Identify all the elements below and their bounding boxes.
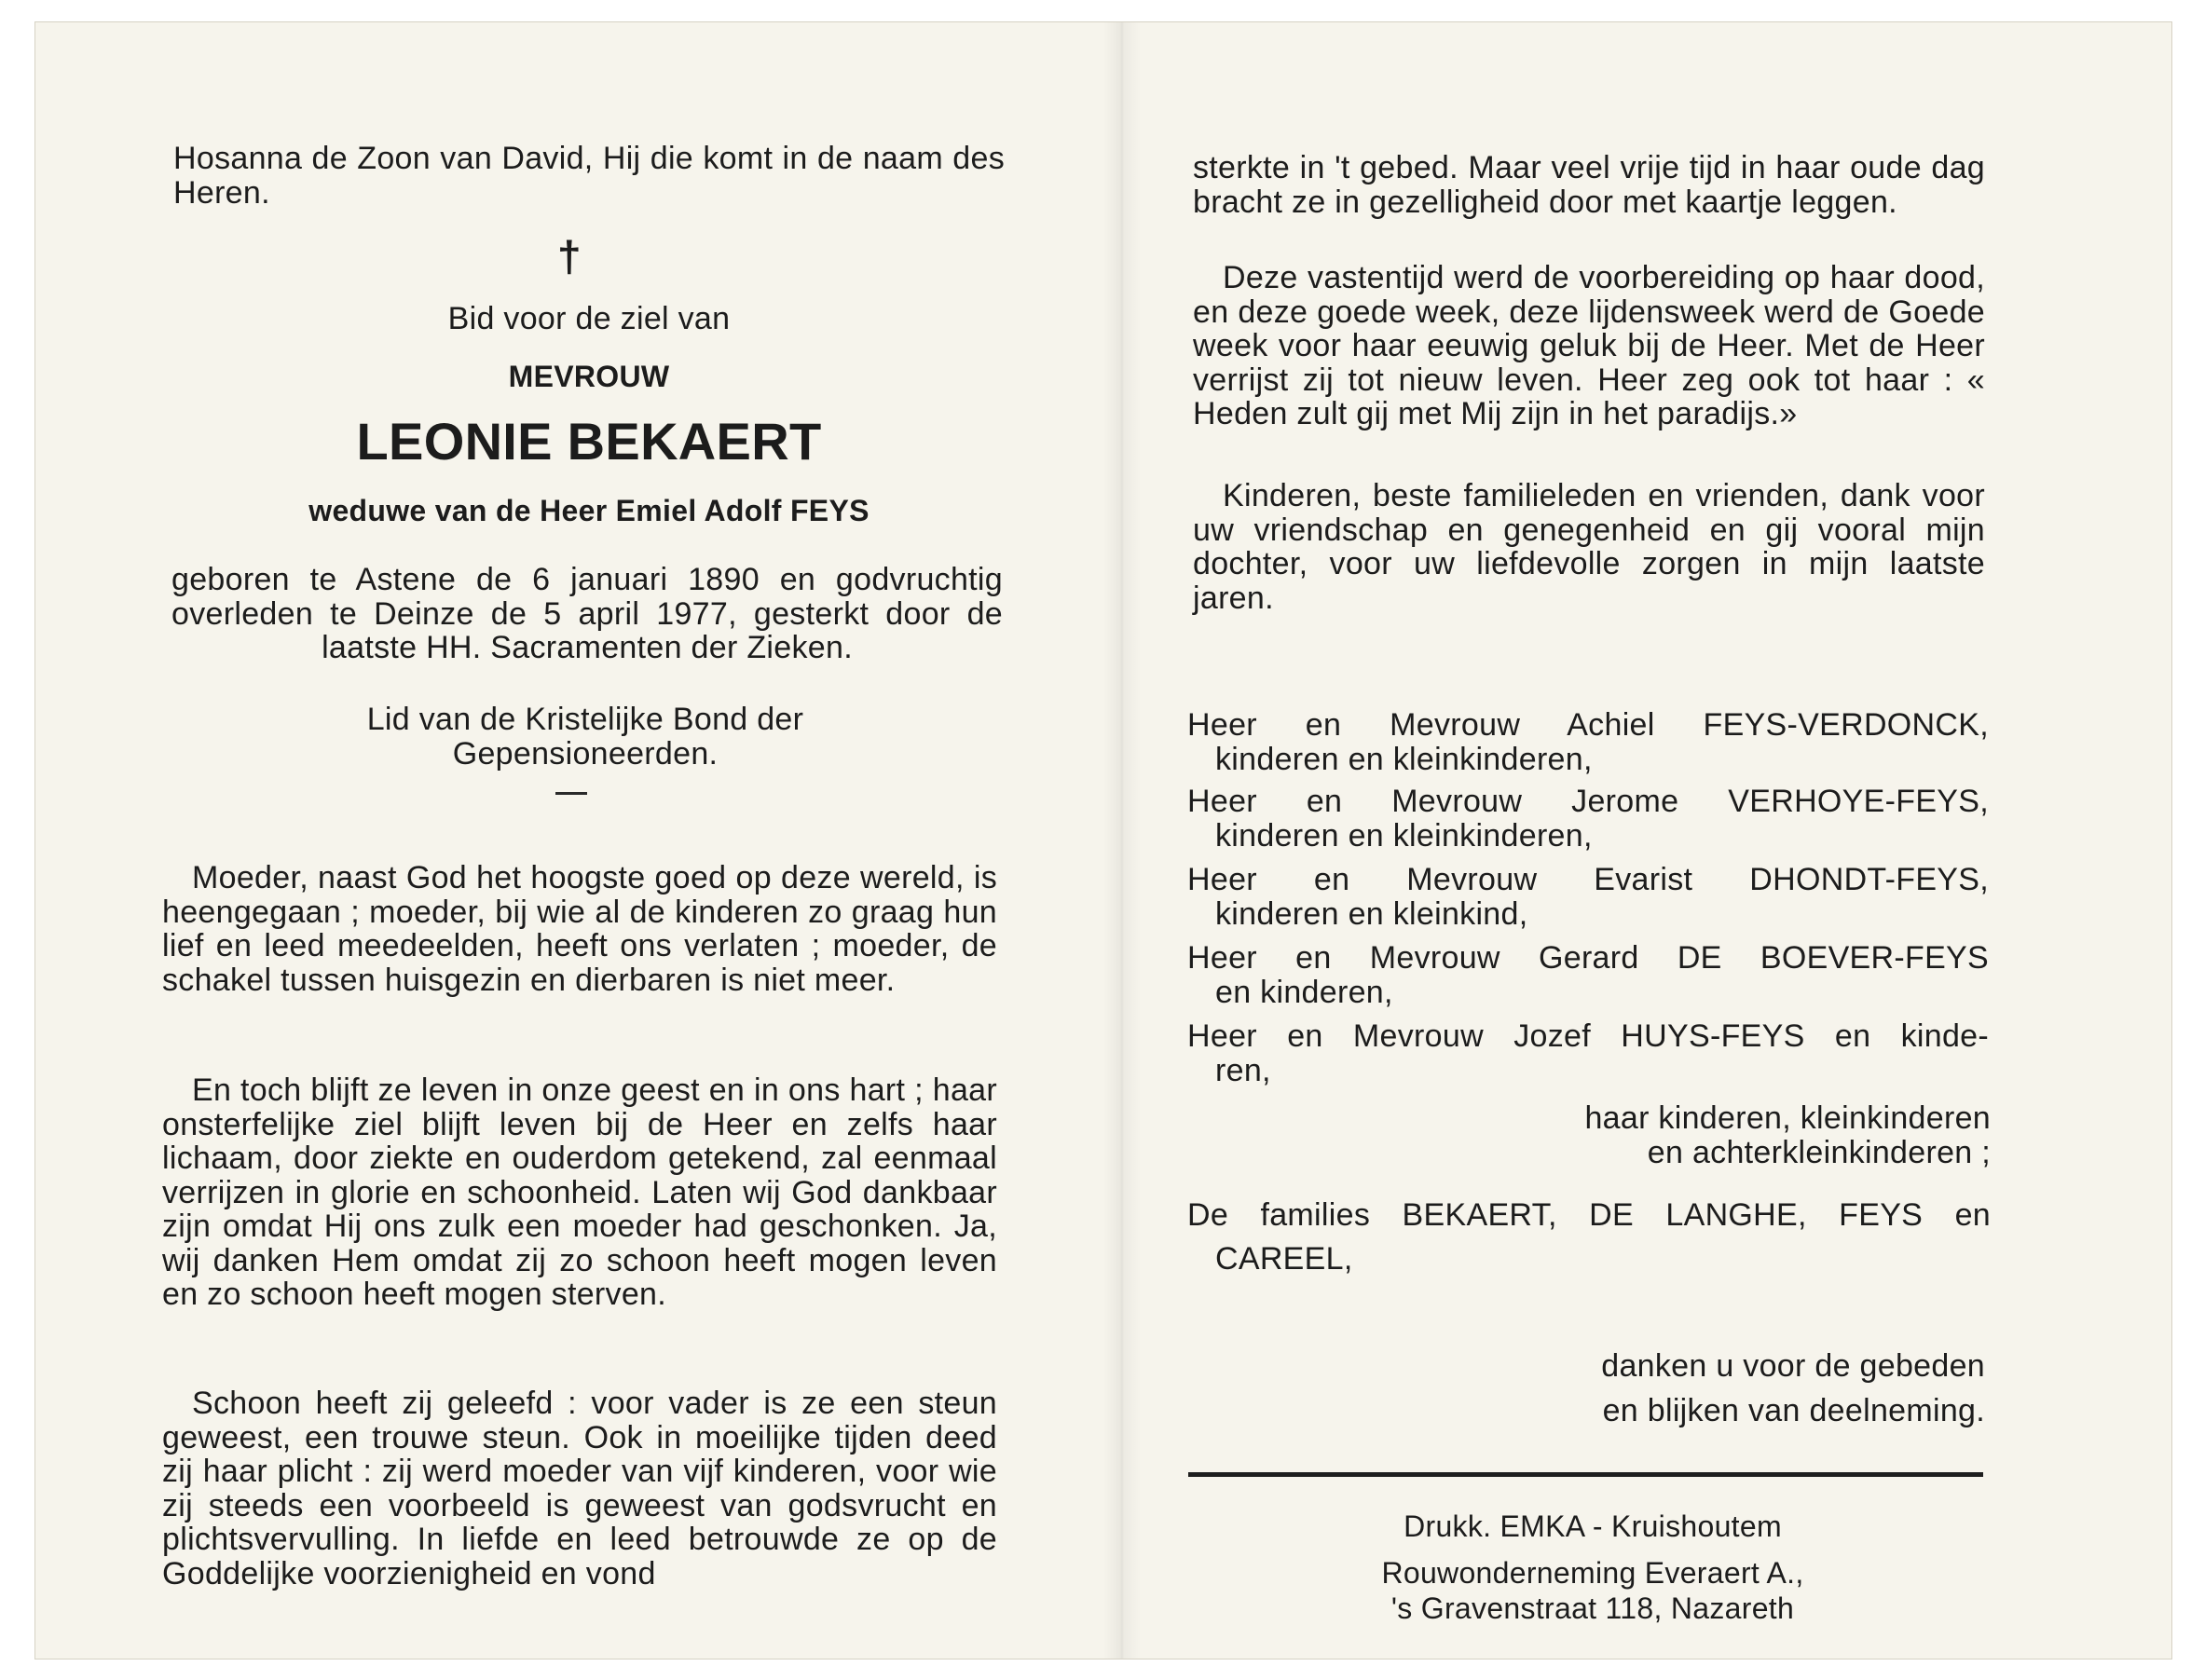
deceased-name: LEONIE BEKAERT xyxy=(356,412,822,471)
birth-death-details: geboren te Astene de 6 januari 1890 en godvruchtig overleden te Deinze de 5 april 1977, gesterkt door de laatste HH. Sacramenten der Zieken. xyxy=(171,562,1003,665)
widow-line: weduwe van de Heer Emiel Adolf FEYS xyxy=(308,494,870,527)
family-entry xyxy=(1187,941,1989,1009)
family-sub: kinderen en kleinkinderen, xyxy=(1215,817,1593,854)
families-line-2: CAREEL, xyxy=(1215,1240,1353,1277)
family-entry xyxy=(1187,1019,1989,1087)
grandchildren-block xyxy=(1420,1101,1991,1169)
families-line: De families BEKAERT, DE LANGHE, FEYS en xyxy=(1187,1197,1991,1233)
paragraph-3: Schoon heeft zij geleefd : voor vader is ze een steun geweest, een trouwe steun. Ook in moeilijke tijden deed zij haar plicht : zij werd moeder van vijf kinderen, voor wie zij steeds een voorbeeld is geweest van godsvrucht en plichtsvervulling. In liefde en leed betrouwde ze op de Goddelijke voorzienigheid en vond xyxy=(162,1386,997,1591)
grandchildren-line-2: en achterkleinkinderen ; xyxy=(1647,1134,1991,1170)
family-name: Heer en Mevrouw Jerome VERHOYE-FEYS, xyxy=(1187,784,1989,819)
families-entry xyxy=(1187,1198,1991,1276)
right-panel xyxy=(1141,22,2171,1659)
family-sub: en kinderen, xyxy=(1215,974,1393,1010)
cross-icon: † xyxy=(557,232,582,280)
family-name: Heer en Mevrouw Gerard DE BOEVER-FEYS xyxy=(1187,940,1989,976)
thanks-line-2: en blijken van deelneming. xyxy=(1602,1393,1985,1428)
opening-verse: Hosanna de Zoon van David, Hij die komt in de naam des Heren. xyxy=(173,141,1005,211)
title-mevrouw: MEVROUW xyxy=(508,360,670,393)
family-name: Heer en Mevrouw Evarist DHONDT-FEYS, xyxy=(1187,862,1989,897)
printer-line: Drukk. EMKA - Kruishoutem xyxy=(1404,1509,1782,1543)
right-paragraph-1: sterkte in 't gebed. Maar veel vrije tijd in haar oude dag bracht ze in gezelligheid door met kaartje leggen. xyxy=(1193,150,1985,220)
thanks-block xyxy=(1420,1344,1985,1433)
membership: Lid van de Kristelijke Bond der Gepensioneerden. xyxy=(366,702,804,772)
undertaker-line: Rouwonderneming Everaert A., xyxy=(1381,1556,1804,1590)
address-line: 's Gravenstraat 118, Nazareth xyxy=(1390,1591,1795,1625)
pray-line: Bid voor de ziel van xyxy=(447,301,731,336)
family-sub: kinderen en kleinkinderen, xyxy=(1215,741,1593,777)
right-paragraph-2: Deze vastentijd werd de voorbereiding op haar dood, en deze goede week, deze lijdensweek werd de Goede week voor haar eeuwig geluk bij de Heer. Met de Heer verrijst zij tot nieuw leven. Heer zeg ook tot haar : « Heden zult gij met Mij zijn in het paradijs.» xyxy=(1193,260,1985,431)
family-entry xyxy=(1187,863,1989,931)
family-entry xyxy=(1187,708,1989,776)
memorial-card xyxy=(35,22,2171,1659)
left-panel xyxy=(35,22,1103,1659)
paragraph-1: Moeder, naast God het hoogste goed op deze wereld, is heengegaan ; moeder, bij wie al de kinderen zo graag hun lief en leed meedeelden, heeft ons verlaten ; moeder, de schakel tussen huisgezin en dierbaren is niet meer. xyxy=(162,860,997,998)
thanks-line-1: danken u voor de gebeden xyxy=(1601,1348,1985,1384)
family-sub: kinderen en kleinkind, xyxy=(1215,895,1528,932)
family-entry xyxy=(1187,785,1989,853)
card-fold xyxy=(1103,22,1141,1659)
grandchildren-line-1: haar kinderen, kleinkinderen xyxy=(1584,1100,1991,1136)
family-name: Heer en Mevrouw Achiel FEYS-VERDONCK, xyxy=(1187,707,1989,743)
family-name: Heer en Mevrouw Jozef HUYS-FEYS en kinde- xyxy=(1187,1018,1989,1054)
family-sub: ren, xyxy=(1215,1052,1271,1088)
separator-dash xyxy=(555,792,587,795)
right-paragraph-3: Kinderen, beste familieleden en vrienden, dank voor uw vriendschap en genegenheid en gij vooral mijn dochter, voor uw liefdevolle zorgen in mijn laatste jaren. xyxy=(1193,478,1985,616)
footer-rule xyxy=(1188,1472,1983,1477)
paragraph-2: En toch blijft ze leven in onze geest en in ons hart ; haar onsterfelijke ziel blijft leven bij de Heer en zelfs haar lichaam, door ziekte en ouderdom getekend, zal eenmaal verrijzen in glorie en schoonheid. Laten wij God dankbaar zijn omdat Hij ons zulk een moeder had geschonken. Ja, wij danken Hem omdat zij zo schoon heeft mogen leven en zo schoon heeft mogen sterven. xyxy=(162,1072,997,1312)
